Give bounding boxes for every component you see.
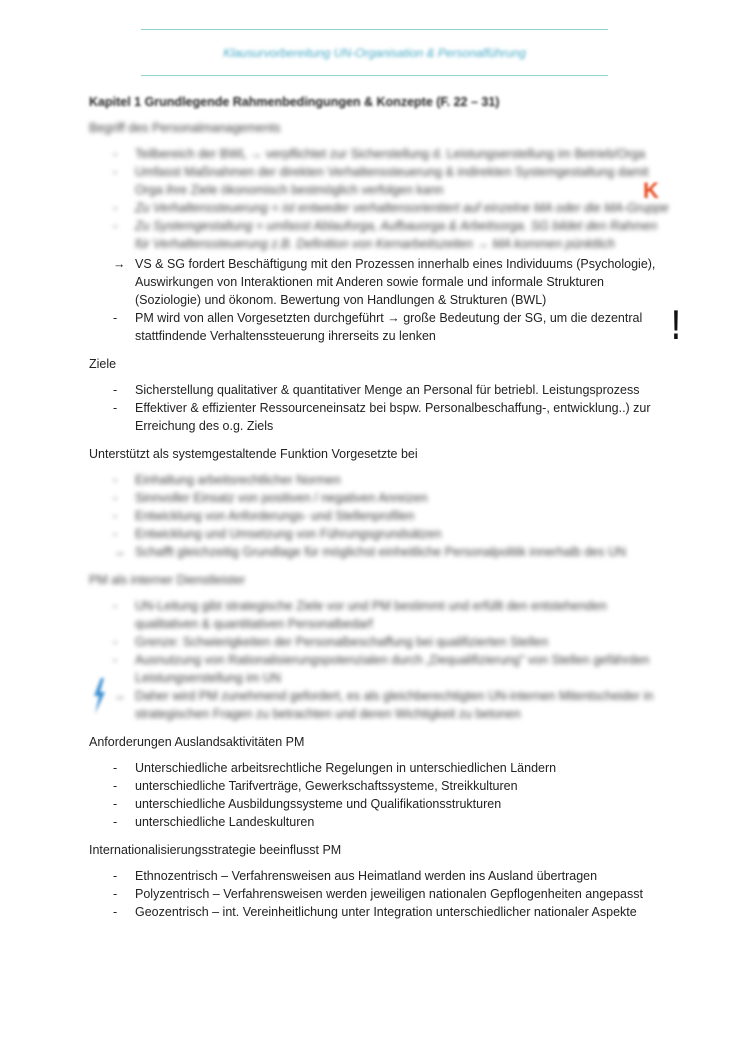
list-item: - Polyzentrisch – Verfahrensweisen werden jeweiligen nationalen Gepflogenheiten angepasst <box>89 885 669 903</box>
section-list-ausland <box>89 759 669 831</box>
section-list-begriff <box>89 145 669 345</box>
list-item: - Zu Verhaltenssteuerung = ist entweder verhaltensorientiert auf einzelne MA oder die MA-Gruppe <box>89 199 669 217</box>
list-item: - Teilbereich der BWL → verpflichtet zur Sicherstellung d. Leistungserstellung im Betrieb/Orga <box>89 145 669 163</box>
list-item: - Einhaltung arbeitsrechtlicher Normen <box>89 471 669 489</box>
list-item: - Ethnozentrisch – Verfahrensweisen aus Heimatland werden ins Ausland übertragen <box>89 867 669 885</box>
section-list-dienstleister <box>89 597 669 723</box>
list-item: → Schafft gleichzeitig Grundlage für möglichst einheitliche Personalpolitik innerhalb des UN <box>89 543 669 561</box>
document-body <box>89 95 669 921</box>
annotation-k-mark: K <box>643 178 659 203</box>
list-item: - UN-Leitung gibt strategische Ziele vor und PM bestimmt und erfüllt den entstehenden qualitativen & quantitativen Personalbedarf <box>89 597 669 633</box>
annotation-exclamation-mark: ! <box>671 301 681 348</box>
list-item: - Entwicklung und Umsetzung von Führungsgrundsätzen <box>89 525 669 543</box>
list-item: - Entwicklung von Anforderungs- und Stellenprofilen <box>89 507 669 525</box>
section-list-internationalisierung <box>89 867 669 921</box>
list-item: - unterschiedliche Ausbildungssysteme und Qualifikationsstrukturen <box>89 795 669 813</box>
list-item: - unterschiedliche Landeskulturen <box>89 813 669 831</box>
section-heading-begriff: Begriff des Personalmanagements <box>89 121 281 135</box>
section-list-unterstuetzt <box>89 471 669 561</box>
list-item: - Unterschiedliche arbeitsrechtliche Regelungen in unterschiedlichen Ländern <box>89 759 669 777</box>
section-heading-dienstleister: PM als interner Dienstleister <box>89 573 246 587</box>
list-item: - unterschiedliche Tarifverträge, Gewerkschaftssysteme, Streikkulturen <box>89 777 669 795</box>
section-heading-ziele: Ziele <box>89 357 117 371</box>
list-item: - Grenze: Schwierigkeiten der Personalbeschaffung bei qualifizierten Stellen <box>89 633 669 651</box>
section-heading-internationalisierung: Internationalisierungsstrategie beeinflusst PM <box>89 843 342 857</box>
section-heading-unterstuetzt: Unterstützt als systemgestaltende Funktion Vorgesetzte bei <box>89 447 418 461</box>
list-item: - Zu Systemgestaltung = umfasst Ablauforga, Aufbauorga & Arbeitsorga. SG bildet den Rahmen für Verhaltenssteuerung z.B. Definition von Kernarbeitszeiten → MA kommen pünktlich <box>89 217 669 253</box>
chapter-title: Kapitel 1 Grundlegende Rahmenbedingungen & Konzepte (F. 22 – 31) <box>89 95 500 109</box>
section-list-ziele <box>89 381 669 435</box>
list-item: - Sinnvoller Einsatz von positiven / negativen Anreizen <box>89 489 669 507</box>
list-item: - Sicherstellung qualitativer & quantitativer Menge an Personal für betriebl. Leistungsprozess <box>89 381 669 399</box>
list-item: - Effektiver & effizienter Ressourceneinsatz bei bspw. Personalbeschaffung-, entwicklung..) zur Erreichung des o.g. Ziels <box>89 399 669 435</box>
list-item: - Geozentrisch – int. Vereinheitlichung unter Integration unterschiedlicher nationaler Aspekte <box>89 903 669 921</box>
list-item: - Umfasst Maßnahmen der direkten Verhaltenssteuerung & indirekten Systemgestaltung damit Orga ihre Ziele ökonomisch bestmöglich verfolgen kann <box>89 163 669 199</box>
list-item: → Daher wird PM zunehmend gefordert, es als gleichberechtigten UN-internen Mitentscheider in strategischen Fragen zu betrachten und deren Wichtigkeit zu betonen <box>89 687 669 723</box>
list-item: - Ausnutzung von Rationalisierungspotenzialen durch „Dequalifizierung" von Stellen gefährden Leistungserstellung im UN <box>89 651 669 687</box>
list-item: → VS & SG fordert Beschäftigung mit den Prozessen innerhalb eines Individuums (Psychologie), Auswirkungen von Interaktionen mit Anderen sowie formale und informale Strukturen (Soziologie) und ökonom. Bewertung von Handlungen & Strukturen (BWL) <box>89 255 669 309</box>
document-header <box>141 29 608 76</box>
section-heading-ausland: Anforderungen Auslandsaktivitäten PM <box>89 735 305 749</box>
header-title: Klausurvorbereitung UN-Organisation & Personalführung <box>223 45 526 60</box>
list-item: - PM wird von allen Vorgesetzten durchgeführt → große Bedeutung der SG, um die dezentral stattfindende Verhaltenssteuerung ihrerseits zu lenken <box>89 309 669 345</box>
